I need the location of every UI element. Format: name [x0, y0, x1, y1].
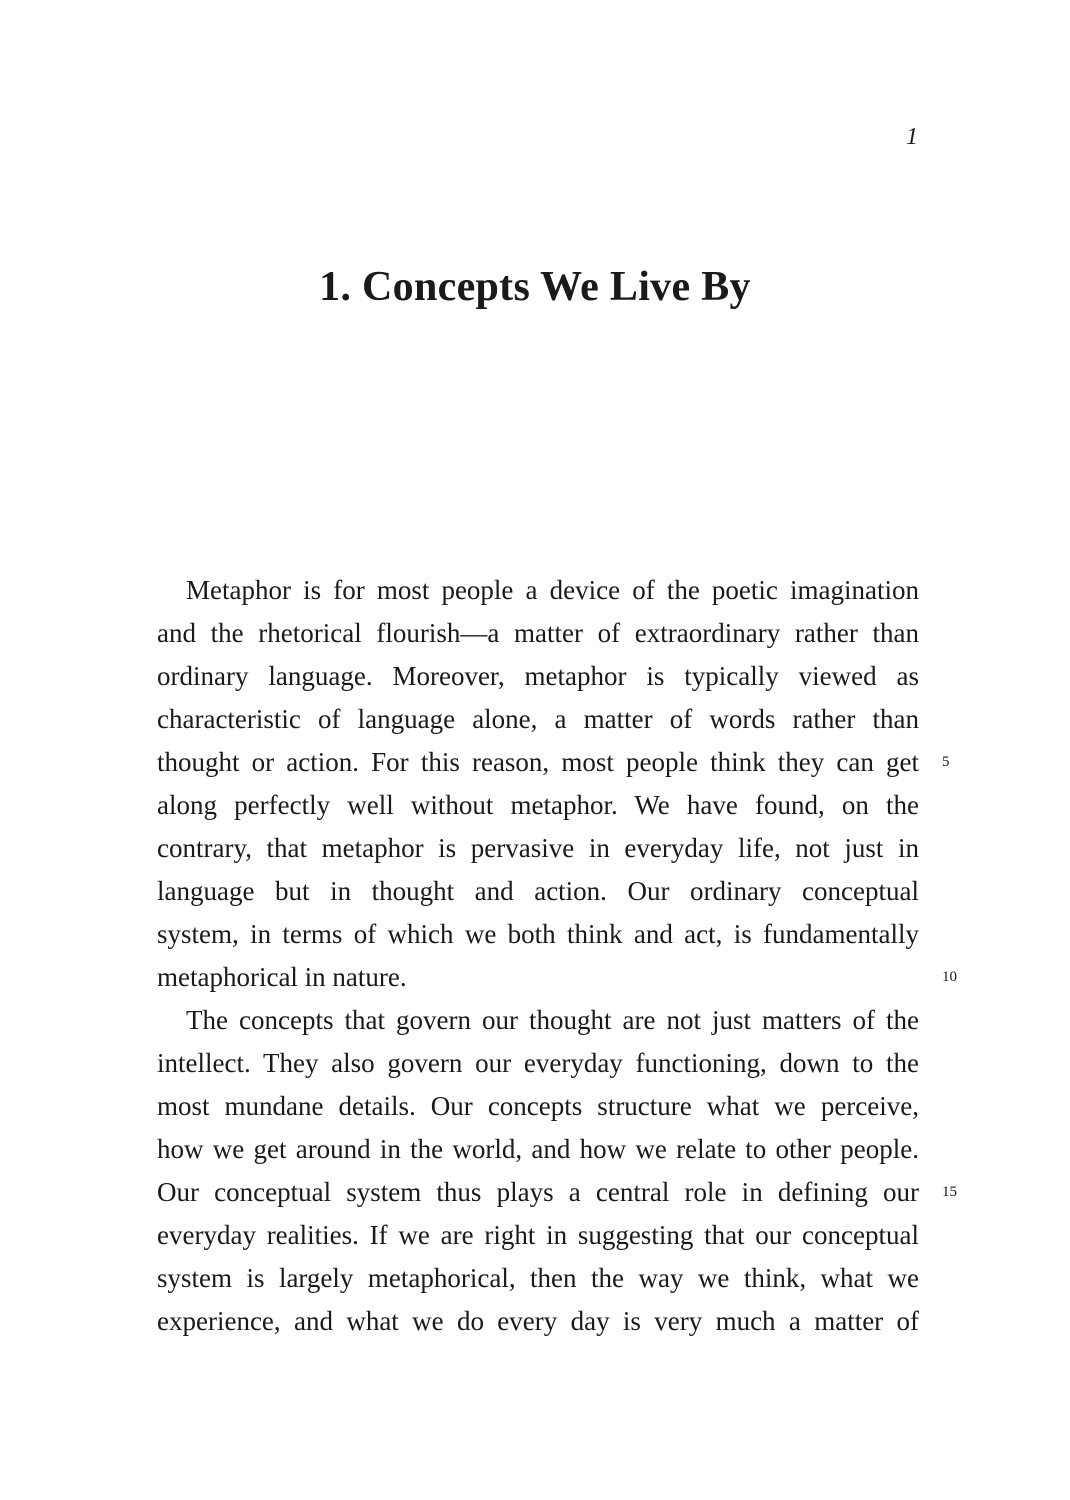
text-line: [157, 1085, 919, 1128]
text-line: [157, 1257, 919, 1300]
text-line-content: Metaphor is for most people a device of the poetic imagination: [186, 575, 919, 605]
text-line: [157, 569, 919, 612]
text-line: [157, 1042, 919, 1085]
body-text: [157, 569, 957, 1343]
text-line: [157, 999, 919, 1042]
text-line-content: everyday realities. If we are right in suggesting that our conceptual: [157, 1220, 919, 1250]
text-line: [157, 913, 919, 956]
text-line: [157, 784, 919, 827]
text-line-content: most mundane details. Our concepts structure what we perceive,: [157, 1091, 919, 1121]
text-line-content: how we get around in the world, and how we relate to other people.: [157, 1134, 919, 1164]
text-line-content: Our conceptual system thus plays a central role in defining our: [157, 1177, 919, 1207]
text-line: [157, 870, 919, 913]
text-line-content: thought or action. For this reason, most people think they can get: [157, 747, 919, 777]
text-line: [157, 827, 919, 870]
line-number: 15: [942, 1184, 957, 1200]
text-line: [157, 1128, 919, 1171]
text-line: [157, 1300, 919, 1343]
text-line-content: and the rhetorical flourish—a matter of extraordinary rather than: [157, 618, 919, 648]
text-line-content: along perfectly well without metaphor. We have found, on the: [157, 790, 919, 820]
text-line: [157, 655, 919, 698]
text-line-content: intellect. They also govern our everyday functioning, down to the: [157, 1048, 919, 1078]
text-line-content: metaphorical in nature.: [157, 962, 407, 992]
text-line: [157, 956, 957, 999]
text-line-content: contrary, that metaphor is pervasive in everyday life, not just in: [157, 833, 919, 863]
text-line: [157, 1171, 957, 1214]
text-line: [157, 741, 950, 784]
text-line: [157, 612, 919, 655]
text-line-content: ordinary language. Moreover, metaphor is typically viewed as: [157, 661, 919, 691]
page-number: 1: [906, 124, 918, 150]
text-line-content: The concepts that govern our thought are not just matters of the: [186, 1005, 919, 1035]
text-line: [157, 1214, 919, 1257]
line-number: 10: [942, 969, 957, 985]
text-line: [157, 698, 919, 741]
chapter-title: 1. Concepts We Live By: [319, 264, 751, 310]
text-line-content: characteristic of language alone, a matter of words rather than: [157, 704, 919, 734]
text-line-content: experience, and what we do every day is very much a matter of: [157, 1306, 919, 1336]
text-line-content: system is largely metaphorical, then the way we think, what we: [157, 1263, 919, 1293]
text-line-content: language but in thought and action. Our ordinary conceptual: [157, 876, 919, 906]
line-number: 5: [942, 754, 950, 770]
text-line-content: system, in terms of which we both think and act, is fundamentally: [157, 919, 919, 949]
